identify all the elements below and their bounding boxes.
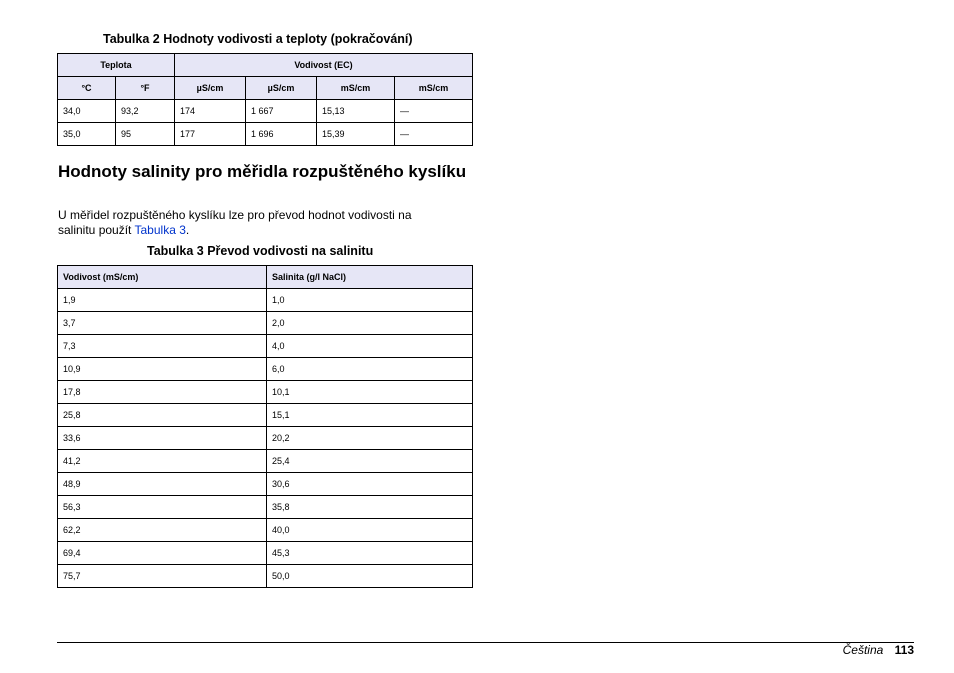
group-header-conductivity: Vodivost (EC) (175, 54, 473, 77)
table-row (58, 496, 473, 519)
salinity-cell: 1,0 (267, 289, 473, 312)
salinity-table-body (58, 289, 473, 588)
table3-caption: Tabulka 3 Převod vodivosti na salinitu (147, 244, 374, 258)
table2-caption: Tabulka 2 Hodnoty vodivosti a teploty (pokračování) (103, 32, 413, 46)
salinity-cell: 35,8 (267, 496, 473, 519)
conductivity-cell: 7,3 (58, 335, 267, 358)
table-row (58, 473, 473, 496)
salinity-conversion-table (57, 265, 473, 588)
salinity-cell: 30,6 (267, 473, 473, 496)
footer-language: Čeština (842, 643, 884, 657)
unit-header: mS/cm (395, 77, 473, 100)
salinity-cell: 6,0 (267, 358, 473, 381)
salinity-cell: 15,1 (267, 404, 473, 427)
salinity-cell: 25,4 (267, 450, 473, 473)
table-row (58, 335, 473, 358)
salinity-cell: 20,2 (267, 427, 473, 450)
salinity-cell: 40,0 (267, 519, 473, 542)
unit-header: µS/cm (175, 77, 246, 100)
table-row (58, 289, 473, 312)
conductivity-cell: 10,9 (58, 358, 267, 381)
conductivity-cell: 62,2 (58, 519, 267, 542)
conductivity-temperature-table (57, 53, 473, 146)
group-header-temperature: Teplota (58, 54, 175, 77)
table-cell: — (395, 100, 473, 123)
table-row (58, 565, 473, 588)
header-conductivity: Vodivost (mS/cm) (58, 266, 267, 289)
table-cell: — (395, 123, 473, 146)
table-cell: 15,13 (317, 100, 395, 123)
unit-header: µS/cm (246, 77, 317, 100)
salinity-cell: 45,3 (267, 542, 473, 565)
salinity-cell: 50,0 (267, 565, 473, 588)
page-number: 113 (894, 643, 914, 657)
conductivity-cell: 25,8 (58, 404, 267, 427)
table-row (58, 358, 473, 381)
unit-header: mS/cm (317, 77, 395, 100)
salinity-cell: 2,0 (267, 312, 473, 335)
table-row (58, 542, 473, 565)
salinity-cell: 4,0 (267, 335, 473, 358)
table-cell: 95 (116, 123, 175, 146)
conductivity-cell: 69,4 (58, 542, 267, 565)
table-row (58, 100, 473, 123)
table-row (58, 312, 473, 335)
conductivity-cell: 75,7 (58, 565, 267, 588)
table-cell: 34,0 (58, 100, 116, 123)
salinity-cell: 10,1 (267, 381, 473, 404)
conductivity-cell: 56,3 (58, 496, 267, 519)
conductivity-cell: 3,7 (58, 312, 267, 335)
paragraph-end: . (185, 222, 190, 237)
table-row (58, 450, 473, 473)
paragraph-text: U měřidel rozpuštěného kyslíku lze pro převod hodnot vodivosti na salinitu použít (58, 208, 412, 237)
table-cell: 15,39 (317, 123, 395, 146)
table-row (58, 381, 473, 404)
conductivity-cell: 33,6 (58, 427, 267, 450)
table-cell: 1 667 (246, 100, 317, 123)
page-footer (843, 643, 914, 657)
table-cell: 35,0 (58, 123, 116, 146)
conductivity-cell: 48,9 (58, 473, 267, 496)
unit-header: °C (58, 77, 116, 100)
table-cell: 1 696 (246, 123, 317, 146)
conductivity-cell: 1,9 (58, 289, 267, 312)
unit-header: °F (116, 77, 175, 100)
table-row (58, 519, 473, 542)
header-salinity: Salinita (g/l NaCl) (267, 266, 473, 289)
section-paragraph (58, 208, 438, 237)
table-row (58, 404, 473, 427)
conductivity-cell: 17,8 (58, 381, 267, 404)
table-cell: 174 (175, 100, 246, 123)
table-row (58, 427, 473, 450)
table3-link[interactable]: Tabulka 3 (134, 222, 186, 237)
section-heading: Hodnoty salinity pro měřidla rozpuštěného kyslíku (58, 162, 467, 181)
table-cell: 177 (175, 123, 246, 146)
table-row (58, 123, 473, 146)
conductivity-cell: 41,2 (58, 450, 267, 473)
table-cell: 93,2 (116, 100, 175, 123)
footer-rule (57, 642, 914, 643)
